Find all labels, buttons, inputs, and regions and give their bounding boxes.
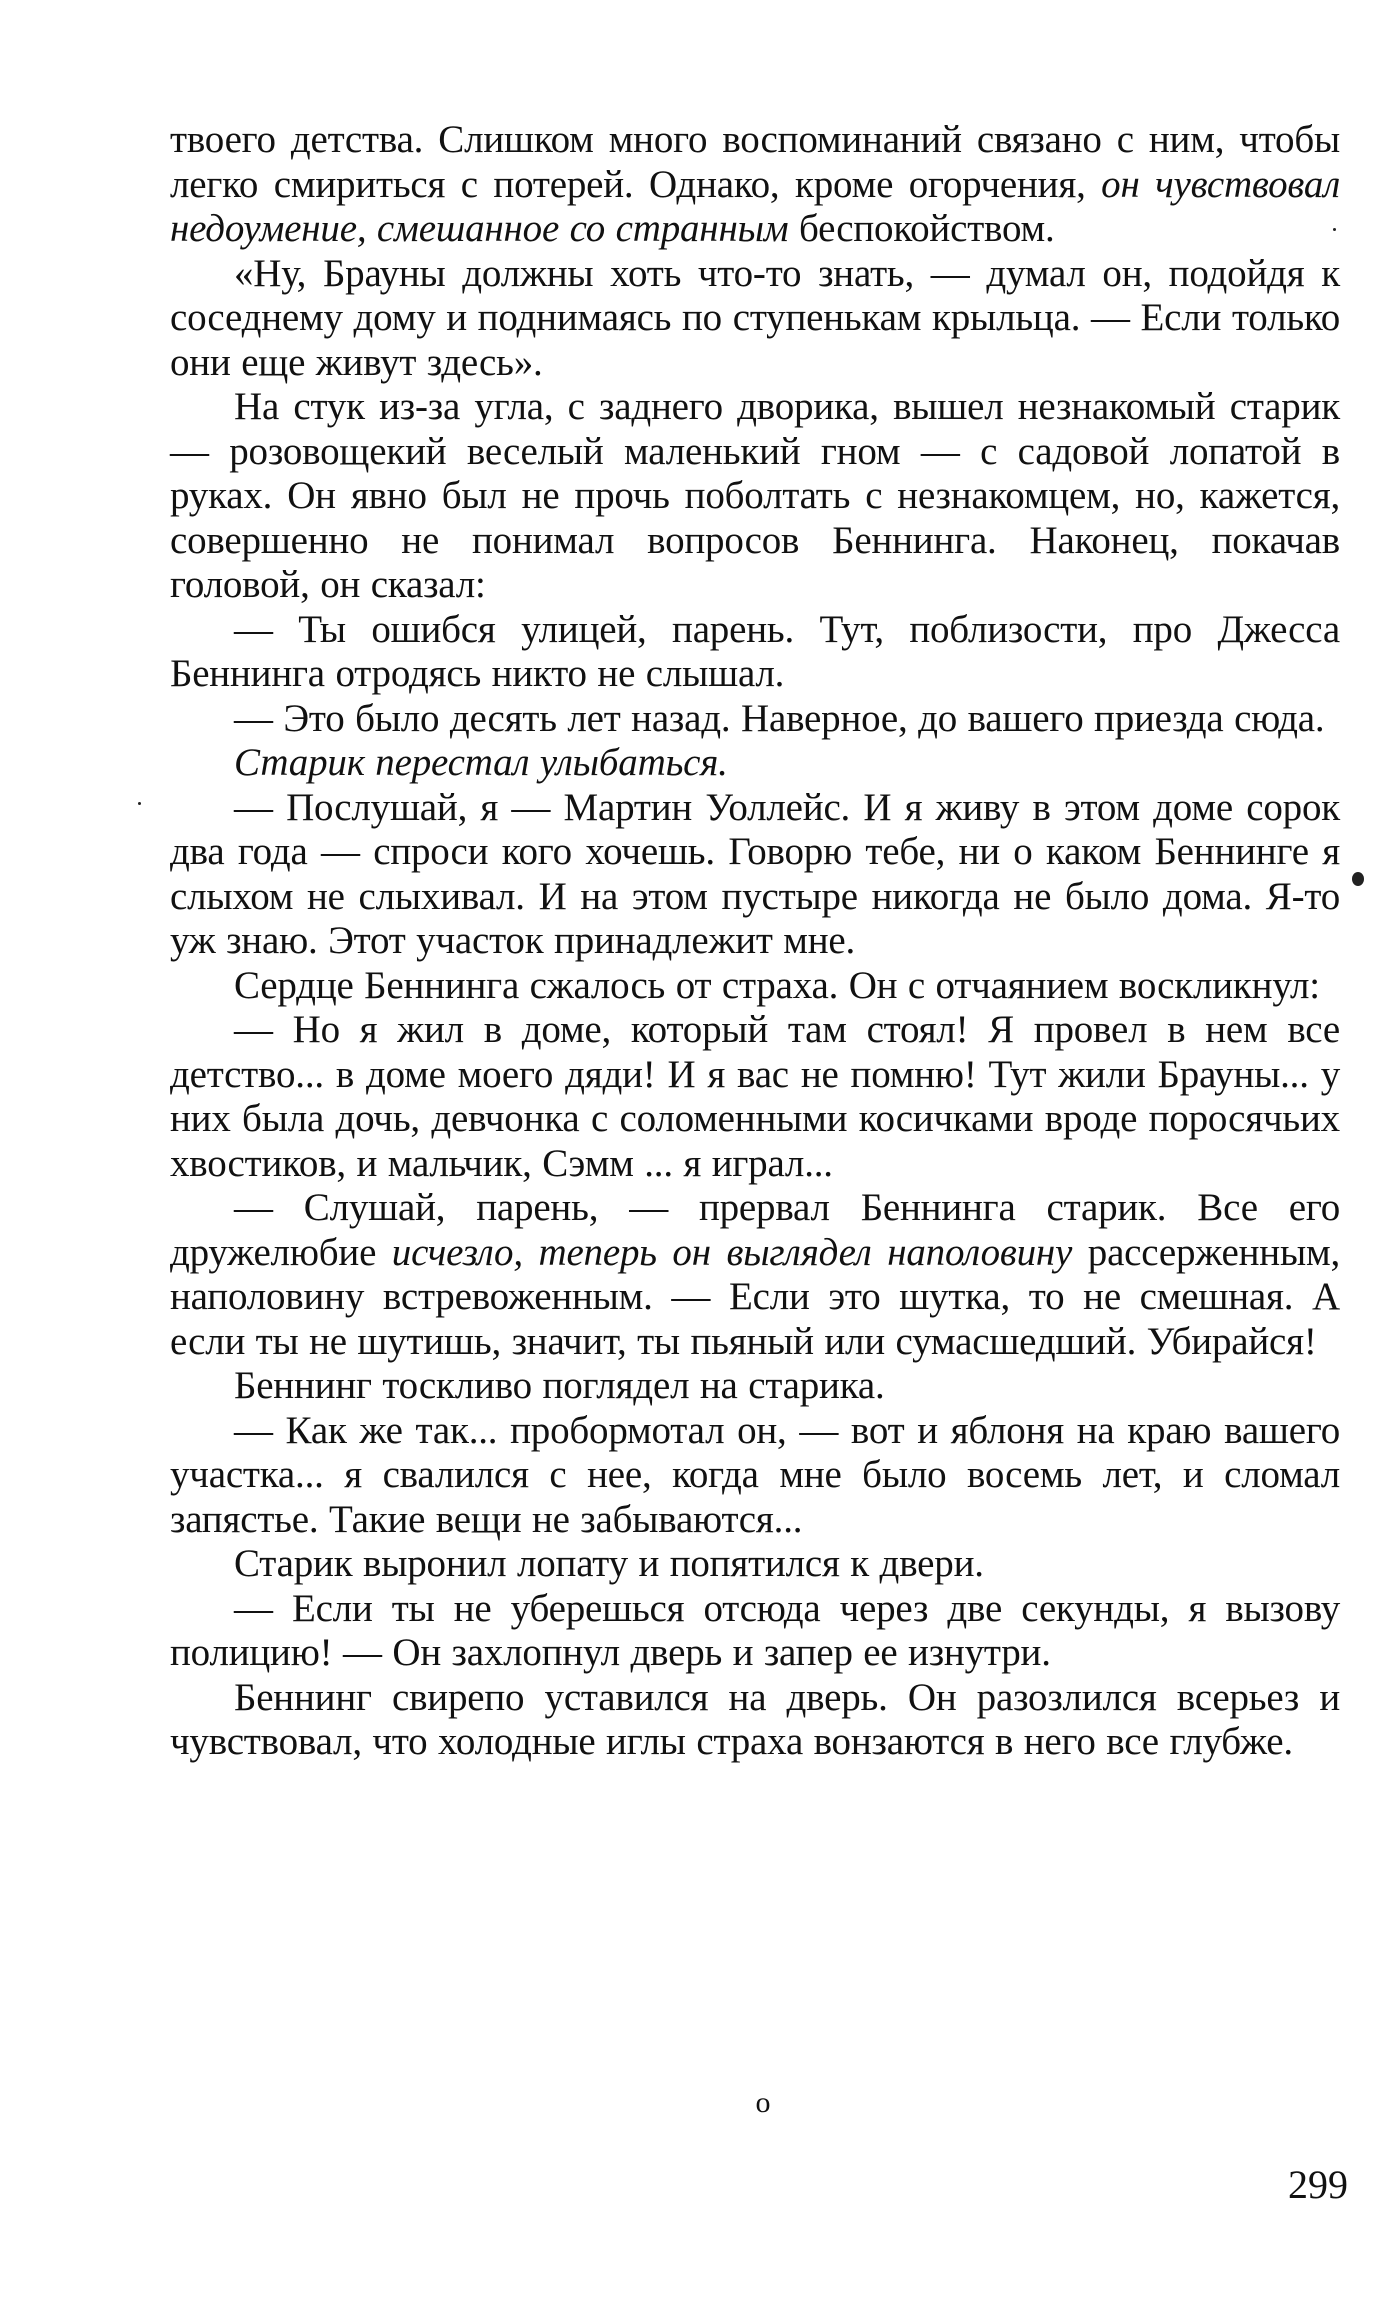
italic-text: Старик перестал улыбаться. (234, 741, 728, 784)
italic-text: исчезло, теперь он выглядел наполовину (391, 1230, 1073, 1274)
section-ornament: о (755, 2086, 771, 2119)
paragraph-text: Сердце Беннинга сжалось от страха. Он с отчаянием воскликнул: (234, 963, 1320, 1007)
paragraph-text: — Если ты не уберешься отсюда через две секунды, я вызову полицию! — Он захлопнул дверь и запер ее изнутри. (170, 1586, 1340, 1674)
paragraph-text: рассерженным, наполовину встревоженным. — Если это шутка, то не смешная. А если ты не шутишь, значит, ты пьяный или сумасшедший. Убирайся! (170, 1230, 1340, 1363)
scan-speck (138, 802, 141, 805)
paragraph-text: — Слушай, парень, — прервал Беннинга старик. Все его дружелюбие (170, 1186, 1340, 1274)
paragraph (170, 608, 1340, 697)
paragraph (170, 1409, 1340, 1543)
paragraph-text: беспокойством. (788, 207, 1055, 250)
paragraph (170, 1587, 1340, 1676)
paragraph (170, 1008, 1340, 1186)
paragraph (170, 1676, 1340, 1765)
paragraph-text: Беннинг свирепо уставился на дверь. Он разозлился всерьез и чувствовал, что холодные иглы страха вонзаются в него все глубже. (170, 1675, 1340, 1763)
paragraph (170, 964, 1340, 1009)
paragraph-text: — Ты ошибся улицей, парень. Тут, поблизости, про Джесса Беннинга отродясь никто не слышал. (170, 607, 1340, 695)
paragraph (170, 252, 1340, 386)
paragraph (170, 786, 1340, 964)
paragraph-text: твоего детства. Слишком много воспоминаний связано с ним, чтобы легко смириться с потерей. Однако, кроме огорчения, (170, 118, 1340, 206)
italic-text: он чувствовал недоумение, смешанное со странным (170, 162, 1340, 250)
paragraph-text: «Ну, Брауны должны хоть что-то знать, — думал он, подойдя к соседнему дому и поднимаясь по ступенькам крыльца. — Если только они еще живут здесь». (170, 251, 1340, 384)
paragraph (170, 1186, 1340, 1364)
scan-speck (1352, 872, 1364, 886)
paragraph (170, 697, 1340, 742)
scan-speck (1333, 228, 1336, 231)
paragraph (170, 1364, 1340, 1409)
paragraph-text: — Послушай, я — Мартин Уоллейс. И я живу в этом доме сорок два года — спроси кого хочешь. Говорю тебе, ни о каком Беннинге я слыхом не слыхивал. И на этом пустыре никогда не было дома. Я-то уж знаю. Этот участок принадлежит мне. (170, 785, 1340, 962)
paragraph-text: Беннинг тоскливо поглядел на старика. (234, 1364, 885, 1407)
paragraph-text: — Но я жил в доме, который там стоял! Я провел в нем все детство... в доме моего дяди! И я вас не помню! Тут жили Брауны... у них была дочь, девчонка с соломенными косичками вроде поросячьих хвостиков, и мальчик, Сэмм ... я играл... (170, 1008, 1340, 1185)
paragraph-text: — Как же так... пробормотал он, — вот и яблоня на краю вашего участка... я свалился с нее, когда мне было восемь лет, и сломал запястье. Такие вещи не забываются... (170, 1408, 1340, 1541)
paragraph (170, 118, 1340, 252)
paragraph (170, 741, 1340, 786)
page-number: 299 (1288, 2162, 1348, 2207)
paragraph-text: Старик выронил лопату и попятился к двери. (234, 1542, 984, 1585)
paragraph-text: — Это было десять лет назад. Наверное, до вашего приезда сюда. (234, 696, 1325, 740)
page-body (170, 118, 1340, 1765)
paragraph-text: На стук из-за угла, с заднего дворика, вышел незнакомый старик — розовощекий веселый маленький гном — с садовой лопатой в руках. Он явно был не прочь поболтать с незнакомцем, но, кажется, совершенно не понимал вопросов Беннинга. Наконец, покачав головой, он сказал: (170, 385, 1340, 606)
paragraph (170, 1542, 1340, 1587)
paragraph (170, 385, 1340, 608)
